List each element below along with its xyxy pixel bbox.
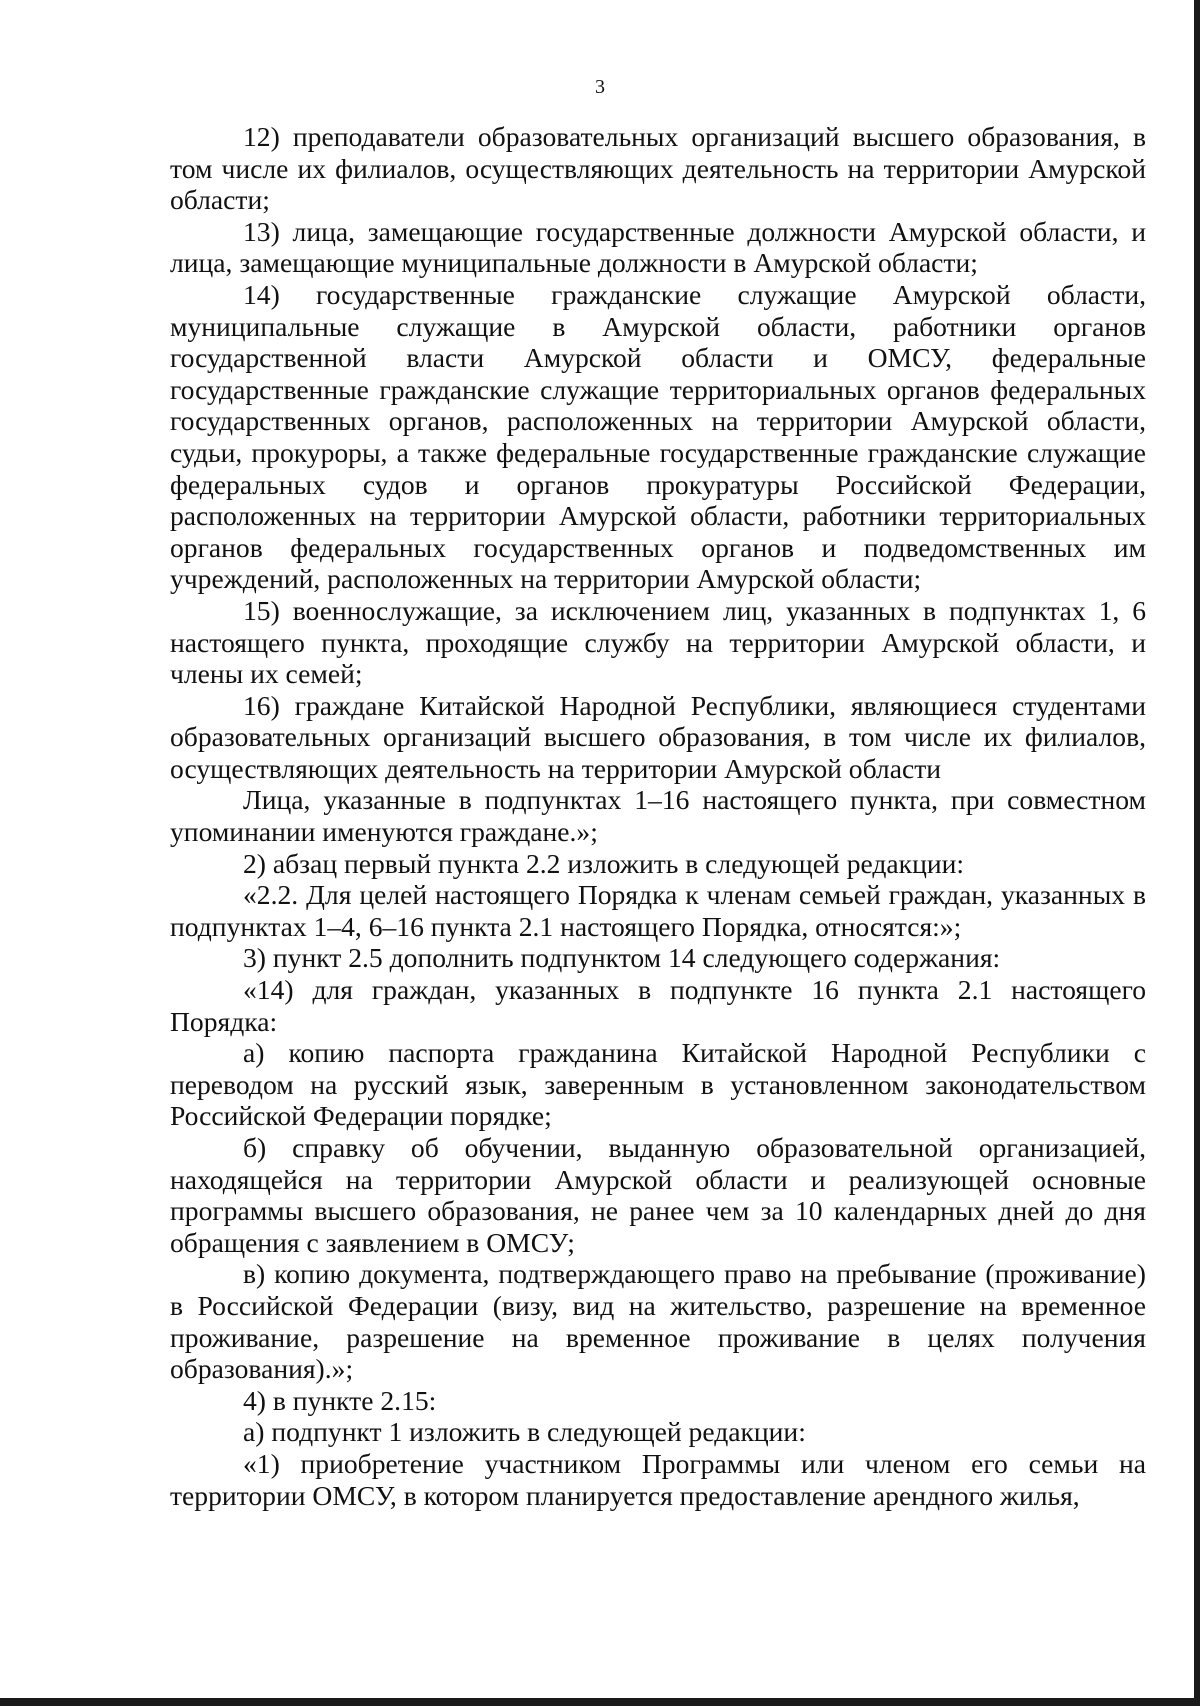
paragraph-subitem-b: б) справку об обучении, выданную образовательной организацией, находящейся на территории Амурской области и реализующей основные программы высшего образования, не ранее чем за 10 календарных дней до дня обращения с заявлением в ОМСУ; [170,1132,1146,1258]
paragraph-subitem-1-edit: а) подпункт 1 изложить в следующей редакции: [243,1416,806,1448]
scan-edge-right [1194,0,1200,1706]
paragraph-item-16: 16) граждане Китайской Народной Республики, являющиеся студентами образовательных организаций высшего образования, в том числе их филиалов, осуществляющих деятельность на территории Амурской области [170,689,1146,784]
paragraph-subitem-v: в) копию документа, подтверждающего право на пребывание (проживание) в Российской Федерации (визу, вид на жительство, разрешение на временное проживание, разрешение на временное проживание в целях получения образования).»; [170,1258,1146,1385]
paragraph-item-13: 13) лица, замещающие государственные должности Амурской области, и лица, замещающие муниципальные должности в Амурской области; [170,215,1146,279]
paragraph-amendment-4: 4) в пункте 2.15: [243,1384,437,1416]
document-body [170,121,1146,1511]
paragraph-subitem-a: а) копию паспорта гражданина Китайской Народной Республики с переводом на русский язык, заверенным в установленном законодательством Российской Федерации порядке; [170,1037,1146,1132]
paragraph-item-15: 15) военнослужащие, за исключением лиц, указанных в подпунктах 1, 6 настоящего пункта, проходящие службу на территории Амурской области, и члены их семей; [170,594,1146,690]
paragraph-persons-summary: Лица, указанные в подпунктах 1–16 настоящего пункта, при совместном упоминании именуются граждане.»; [170,784,1146,848]
paragraph-item-12: 12) преподаватели образовательных организаций высшего образования, в том числе их филиалов, осуществляющих деятельность на территории Амурской области; [170,121,1146,216]
page-number: 3 [595,76,605,98]
scan-edge-bottom [0,1698,1200,1706]
paragraph-clause-2-2: «2.2. Для целей настоящего Порядка к членам семьей граждан, указанных в подпунктах 1–4, 6–16 пункта 2.1 настоящего Порядка, относятся:»; [170,879,1146,942]
paragraph-item-14: 14) государственные гражданские служащие Амурской области, муниципальные служащие в Амурской области, работники органов государственной власти Амурской области и ОМСУ, федеральные государственные гражданские служащие территориальных органов федеральных государственных органов, расположенных на территории Амурской области, судьи, прокуроры, а также федеральные государственные гражданские служащие федеральных судов и органов прокуратуры Российской Федерации, расположенных на территории Амурской области, работники территориальных органов федеральных государственных органов и подведомственных им учреждений, расположенных на территории Амурской области; [170,278,1146,595]
paragraph-subitem-14: «14) для граждан, указанных в подпункте 16 пункта 2.1 настоящего Порядка: [170,974,1146,1037]
paragraph-subitem-1-text: «1) приобретение участником Программы или членом его семьи на территории ОМСУ, в котором планируется предоставление арендного жилья, [170,1447,1146,1511]
paragraph-amendment-2: 2) абзац первый пункта 2.2 изложить в следующей редакции: [243,847,965,879]
paragraph-amendment-3: 3) пункт 2.5 дополнить подпунктом 14 следующего содержания: [243,942,1001,974]
